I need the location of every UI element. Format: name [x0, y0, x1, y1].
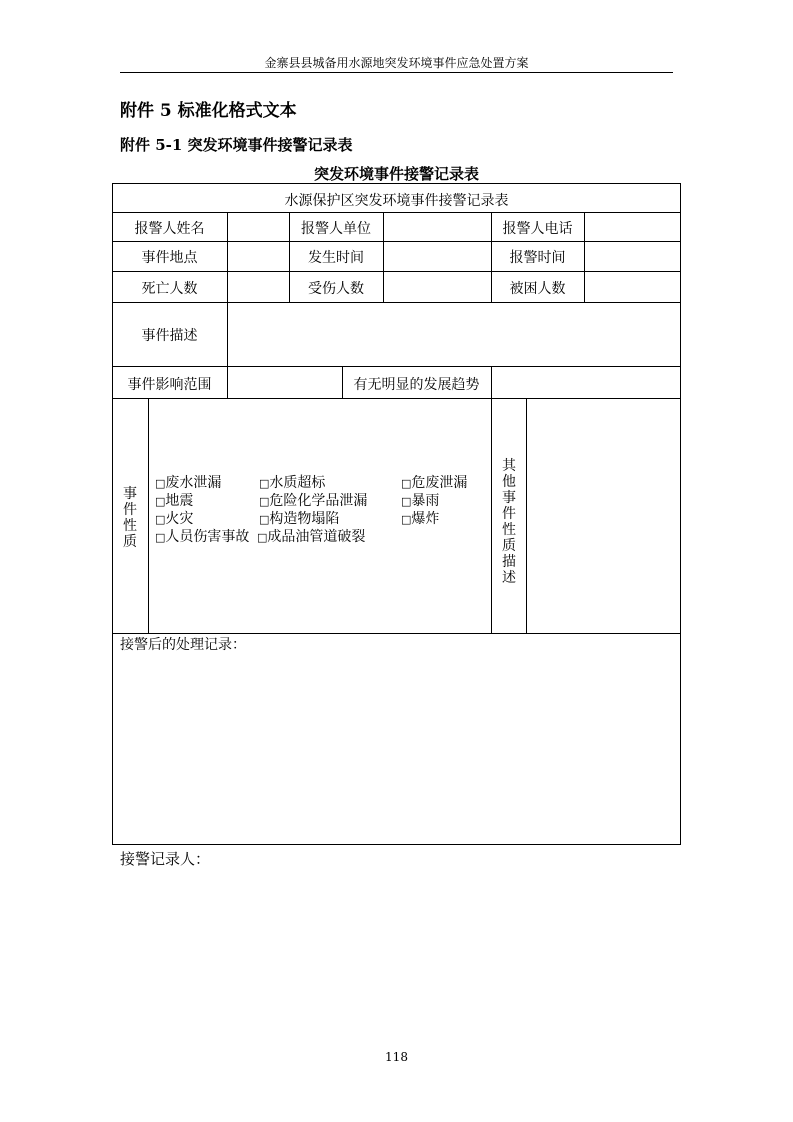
option-structure-collapse[interactable] — [259, 508, 339, 528]
form-title: 突发环境事件接警记录表 — [313, 165, 479, 183]
checkbox-icon[interactable]: □ — [259, 477, 270, 490]
option-label: 火灾 — [165, 511, 194, 527]
checkbox-icon[interactable]: □ — [401, 513, 412, 526]
option-wastewater-leak[interactable] — [155, 472, 221, 492]
label-trapped: 被困人数 — [509, 281, 566, 297]
label-development-trend: 有无明显的发展趋势 — [353, 377, 480, 393]
col-divider — [491, 366, 492, 398]
label-char: 质 — [123, 534, 137, 550]
option-label: 水质超标 — [269, 475, 326, 491]
label-char: 事 — [502, 490, 516, 506]
label-handling-record: 接警后的处理记录： — [120, 637, 246, 653]
col-divider — [227, 302, 228, 366]
checkbox-icon[interactable]: □ — [259, 495, 270, 508]
label-event-nature — [122, 486, 138, 550]
label-char: 述 — [502, 570, 516, 586]
row-divider — [112, 398, 681, 399]
option-personal-injury[interactable] — [155, 526, 249, 546]
checkbox-icon[interactable]: □ — [257, 531, 268, 544]
label-report-time: 报警时间 — [509, 250, 566, 266]
checkbox-icon[interactable]: □ — [155, 495, 166, 508]
option-label: 构造物塌陷 — [269, 511, 340, 527]
label-event-description: 事件描述 — [141, 328, 198, 344]
label-deaths: 死亡人数 — [141, 281, 198, 297]
checkbox-icon[interactable]: □ — [155, 531, 166, 544]
checkbox-icon[interactable]: □ — [259, 513, 270, 526]
label-char: 描 — [502, 554, 516, 570]
label-reporter-phone: 报警人电话 — [502, 221, 573, 237]
label-char: 质 — [502, 538, 516, 554]
option-hazardous-waste-leak[interactable] — [401, 472, 467, 492]
label-reporter-unit: 报警人单位 — [301, 221, 371, 237]
row-divider — [112, 302, 681, 303]
label-char: 事 — [123, 486, 137, 502]
checkbox-icon[interactable]: □ — [155, 477, 166, 490]
label-event-location: 事件地点 — [141, 250, 198, 266]
option-label: 废水泄漏 — [165, 475, 222, 491]
row-divider — [112, 241, 681, 242]
label-other-nature-description — [501, 458, 517, 586]
col-divider — [584, 212, 585, 302]
label-char: 其 — [502, 458, 516, 474]
col-divider — [148, 398, 149, 633]
option-label: 危废泄漏 — [411, 475, 468, 491]
col-divider — [227, 212, 228, 302]
label-impact-scope: 事件影响范围 — [127, 377, 212, 393]
table-title: 水源保护区突发环境事件接警记录表 — [284, 193, 509, 209]
option-label: 成品油管道破裂 — [267, 529, 366, 545]
option-hazardous-chemical-leak[interactable] — [259, 490, 367, 510]
label-reporter-name: 报警人姓名 — [134, 221, 205, 237]
row-divider — [112, 271, 681, 272]
option-earthquake[interactable] — [155, 490, 193, 510]
col-divider — [383, 212, 384, 302]
option-oil-pipeline-rupture[interactable] — [257, 526, 365, 546]
option-label: 危险化学品泄漏 — [269, 493, 368, 509]
row-divider — [112, 366, 681, 367]
label-injured: 受伤人数 — [308, 281, 364, 297]
attachment-heading: 附件 5 标准化格式文本 — [120, 101, 297, 121]
option-rainstorm[interactable] — [401, 490, 439, 510]
col-divider — [227, 366, 228, 398]
option-label: 爆炸 — [411, 511, 440, 527]
option-fire[interactable] — [155, 508, 193, 528]
row-divider — [112, 212, 681, 213]
label-char: 性 — [502, 522, 516, 538]
header-rule — [120, 72, 673, 73]
label-char: 性 — [123, 518, 137, 534]
option-label: 地震 — [165, 493, 194, 509]
running-header: 金寨县县城备用水源地突发环境事件应急处置方案 — [264, 56, 529, 70]
option-explosion[interactable] — [401, 508, 439, 528]
page-number: 118 — [385, 1050, 408, 1064]
attachment-subheading: 附件 5-1 突发环境事件接警记录表 — [120, 136, 353, 154]
label-occurrence-time: 发生时间 — [308, 250, 364, 266]
label-recorder: 接警记录人： — [120, 850, 211, 868]
option-label: 人员伤害事故 — [165, 529, 250, 545]
col-divider — [526, 398, 527, 633]
checkbox-icon[interactable]: □ — [155, 513, 166, 526]
label-char: 件 — [502, 506, 516, 522]
col-divider — [491, 398, 492, 633]
checkbox-icon[interactable]: □ — [401, 477, 412, 490]
label-char: 他 — [502, 474, 516, 490]
checkbox-icon[interactable]: □ — [401, 495, 412, 508]
option-label: 暴雨 — [411, 493, 440, 509]
option-water-quality-exceed[interactable] — [259, 472, 325, 492]
label-char: 件 — [123, 502, 137, 518]
